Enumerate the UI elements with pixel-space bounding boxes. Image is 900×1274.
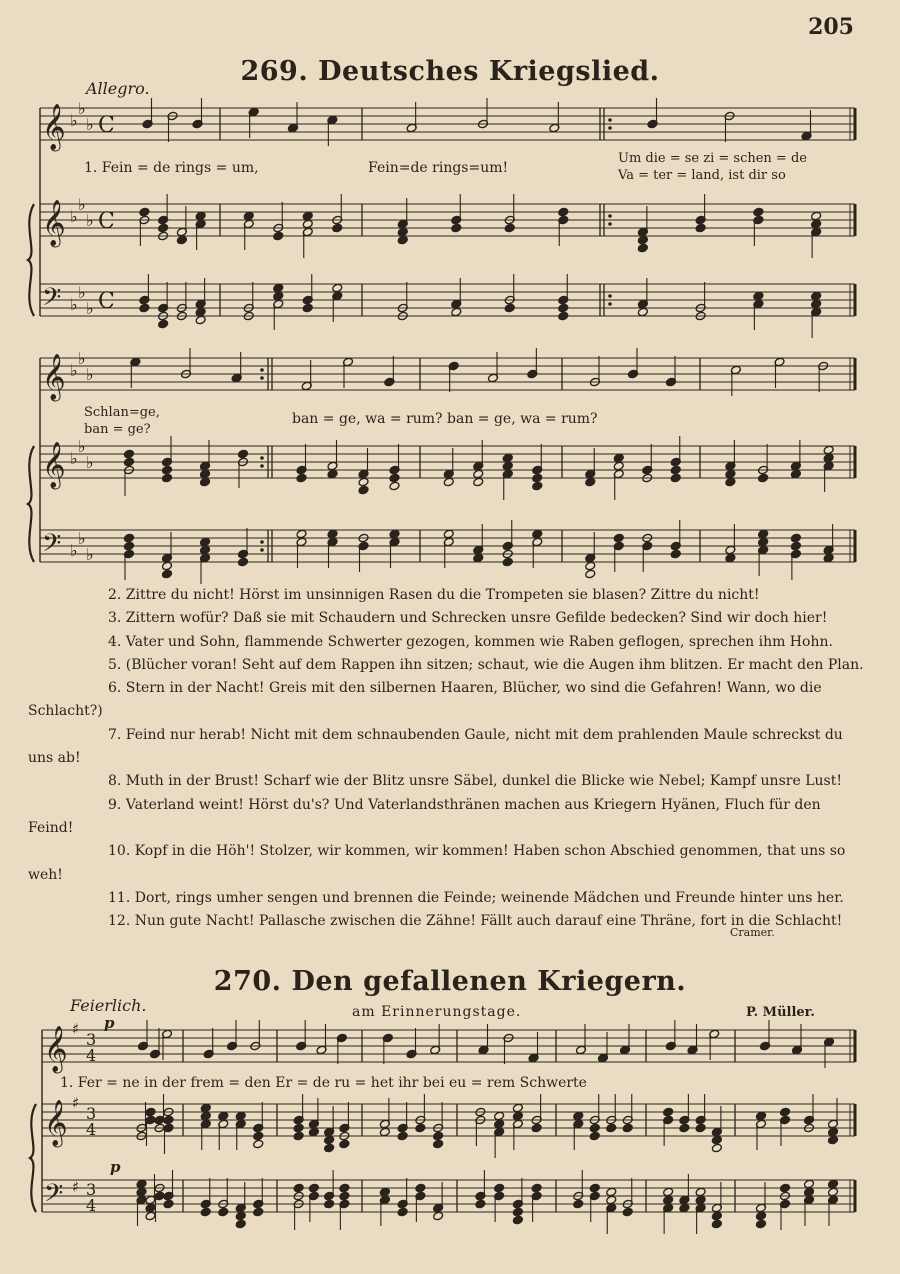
lyric-line-1-start: 1. Fein = de rings = um, <box>84 160 259 176</box>
flat-icon: ♭ <box>78 529 86 548</box>
note-head <box>324 1135 335 1145</box>
note-head <box>780 1183 791 1193</box>
flat-icon: ♭ <box>70 541 78 560</box>
note-head <box>124 533 135 543</box>
time-sig-num: 3 <box>86 1104 97 1123</box>
note-head <box>124 541 135 551</box>
verse-list <box>28 584 864 933</box>
note-head <box>504 303 515 313</box>
tempo-marking: Allegro. <box>86 79 150 98</box>
note-head <box>397 235 408 245</box>
note-head <box>695 1187 706 1197</box>
lyric-line-1-verse-b: Va = ter = land, ist dir so <box>618 168 786 183</box>
note-head <box>613 533 624 543</box>
bass-clef-icon: 𝄢 <box>42 283 62 318</box>
note-head <box>613 453 624 463</box>
note-head <box>339 1139 350 1149</box>
note-head <box>273 231 284 241</box>
note-head <box>389 473 400 483</box>
flat-icon: ♭ <box>70 361 78 380</box>
song-subtitle: am Erinnerungstage. <box>352 1004 522 1020</box>
note-head <box>235 1111 246 1121</box>
verse-11: 11. Dort, rings umher sengen und brennen die Feinde; weinende Mädchen und Freunde hinter uns her. <box>108 889 844 906</box>
note-head <box>124 457 135 467</box>
note-head <box>339 1191 350 1201</box>
note-head <box>162 473 173 483</box>
verse-7: 7. Feind nur herab! Nicht mit dem schnaubenden Gaule, nicht mit dem prahlenden Maule schreckst du uns ab! <box>28 726 843 767</box>
note-head <box>139 207 150 217</box>
note-head <box>308 1127 319 1137</box>
verse-12: 12. Nun gute Nacht! Pallasche zwischen die Zähne! Fällt auch darauf eine Thräne, fort in die Schlacht! <box>108 913 843 930</box>
piano-brace <box>28 446 34 562</box>
note-head <box>379 1187 390 1197</box>
note-head <box>235 1219 246 1229</box>
note-head <box>558 207 569 217</box>
note-head <box>504 223 515 233</box>
time-sig-den: 4 <box>86 1196 97 1215</box>
flat-icon: ♭ <box>86 545 94 564</box>
note-head <box>162 569 173 579</box>
note-head <box>725 469 736 479</box>
note-head <box>711 1135 722 1145</box>
note-head <box>200 469 211 479</box>
note-head <box>589 1123 600 1133</box>
verse-4: 4. Vater und Sohn, flammende Schwerter gezogen, kommen wie Raben geflogen, sprechen ihm Hohn. <box>108 633 833 650</box>
flat-icon: ♭ <box>86 453 94 472</box>
note-head <box>433 1211 444 1221</box>
repeat-dot <box>608 126 612 130</box>
note-head <box>158 223 169 233</box>
note-head <box>218 1111 229 1121</box>
sharp-icon: ♯ <box>72 1020 80 1038</box>
repeat-dot <box>608 302 612 306</box>
note-head <box>433 1131 444 1141</box>
note-head <box>756 1211 767 1221</box>
dynamic-marking-top: p <box>104 1014 115 1032</box>
verse-8: 8. Muth in der Brust! Scharf wie der Blitz unsre Säbel, dunkel die Blicke wie Nebel; Kampf unsre Lust! <box>108 773 842 790</box>
repeat-dot <box>608 294 612 298</box>
repeat-dot <box>260 548 264 552</box>
note-head <box>218 1207 229 1217</box>
note-head <box>585 561 596 571</box>
verse-6: 6. Stern in der Nacht! Greis mit den silbernen Haaren, Blücher, wo sind die Gefahren! Wann, wo die Schlacht?) <box>28 680 822 720</box>
song-title-269: 269. Deutsches Kriegslied. <box>240 56 660 87</box>
treble-clef-icon: 𝄞 <box>42 442 66 488</box>
note-head <box>695 1123 706 1133</box>
note-head <box>139 303 150 313</box>
repeat-dot <box>608 214 612 218</box>
flat-icon: ♭ <box>86 365 94 384</box>
note-head <box>358 485 369 495</box>
note-head <box>670 473 681 483</box>
note-head <box>828 1179 839 1189</box>
note-head <box>756 1219 767 1229</box>
note-head <box>200 545 211 555</box>
note-head <box>397 227 408 237</box>
note-head <box>637 235 648 245</box>
note-head <box>790 533 801 543</box>
note-head <box>253 1207 264 1217</box>
note-head <box>558 311 569 321</box>
note-head <box>473 553 484 563</box>
note-head <box>494 1111 505 1121</box>
note-head <box>415 1123 426 1133</box>
note-head <box>804 1187 815 1197</box>
lyric-line-2-rest: ban = ge, wa = rum? ban = ge, wa = rum? <box>292 411 598 427</box>
note-head <box>389 481 400 491</box>
flat-icon: ♭ <box>78 283 86 302</box>
note-head <box>473 469 484 479</box>
note-head <box>397 1207 408 1217</box>
note-head <box>253 1131 264 1141</box>
repeat-dot <box>260 368 264 372</box>
note-head <box>502 453 513 463</box>
song-title-270: 270. Den gefallenen Kriegern. <box>213 966 687 997</box>
note-head <box>200 1207 211 1217</box>
bass-clef-icon: 𝄢 <box>42 529 62 564</box>
flat-icon: ♭ <box>70 111 78 130</box>
verse-9: 9. Vaterland weint! Hörst du's? Und Vaterlandsthränen machen aus Kriegern Hyänen, Fluch für den Feind! <box>28 796 821 836</box>
flat-icon: ♭ <box>86 211 94 230</box>
common-time-icon: C <box>98 209 115 234</box>
note-head <box>606 1187 617 1197</box>
note-head <box>790 541 801 551</box>
note-head <box>589 1183 600 1193</box>
note-head <box>235 1211 246 1221</box>
note-head <box>637 243 648 253</box>
flat-icon: ♭ <box>78 437 86 456</box>
note-head <box>711 1143 722 1153</box>
note-head <box>296 529 307 539</box>
verse-3: 3. Zittern wofür? Daß sie mit Schaudern und Schrecken unsre Gefilde bedecken? Sind wir doch hier! <box>108 610 828 627</box>
note-head <box>828 1135 839 1145</box>
note-head <box>273 291 284 301</box>
treble-clef-icon: 𝄞 <box>42 354 66 400</box>
common-time-icon: C <box>98 113 115 138</box>
note-head <box>296 473 307 483</box>
note-head <box>293 1123 304 1133</box>
sharp-icon: ♯ <box>72 1178 80 1196</box>
note-head <box>532 529 543 539</box>
note-head <box>358 477 369 487</box>
note-head <box>531 1123 542 1133</box>
flat-icon: ♭ <box>70 295 78 314</box>
note-head <box>332 283 343 293</box>
time-sig-num: 3 <box>86 1180 97 1199</box>
note-head <box>679 1203 690 1213</box>
flat-icon: ♭ <box>78 99 86 118</box>
composer-credit: P. Müller. <box>746 1005 815 1020</box>
treble-clef-icon: 𝄞 <box>44 1100 68 1146</box>
note-head <box>433 1139 444 1149</box>
note-head <box>622 1207 633 1217</box>
note-head <box>443 477 454 487</box>
flat-icon: ♭ <box>86 299 94 318</box>
note-head <box>293 1183 304 1193</box>
note-head <box>494 1119 505 1129</box>
note-head <box>200 1103 211 1113</box>
note-head <box>324 1143 335 1153</box>
note-head <box>725 553 736 563</box>
note-head <box>176 235 187 245</box>
note-head <box>145 1211 156 1221</box>
verse-5: 5. (Blücher voran! Seht auf dem Rappen ihn sitzen; schaut, wie die Augen ihm blitzen. Er macht den Plan. <box>108 656 864 673</box>
note-head <box>711 1211 722 1221</box>
note-head <box>302 211 313 221</box>
note-head <box>663 1187 674 1197</box>
note-head <box>606 1195 617 1205</box>
note-head <box>811 219 822 229</box>
repeat-dot <box>608 118 612 122</box>
verse-2: 2. Zittre du nicht! Hörst im unsinnigen Rasen du die Trompeten sie blasen? Zittre du nicht! <box>108 587 760 603</box>
treble-clef-icon: 𝄞 <box>42 200 66 246</box>
time-sig-num: 3 <box>86 1030 97 1049</box>
repeat-dot <box>260 464 264 468</box>
note-head <box>163 1115 174 1125</box>
note-head <box>670 465 681 475</box>
note-head <box>695 223 706 233</box>
note-head <box>695 1195 706 1205</box>
flat-icon: ♭ <box>70 207 78 226</box>
repeat-dot <box>260 540 264 544</box>
note-head <box>195 315 206 325</box>
note-head <box>512 1215 523 1225</box>
note-head <box>823 445 834 455</box>
note-head <box>804 1179 815 1189</box>
note-head <box>415 1183 426 1193</box>
verse-10: 10. Kopf in die Höh'! Stolzer, wir kommen, wir kommen! Haben schon Abschied genommen, that uns so weh! <box>28 843 846 883</box>
note-head <box>758 473 769 483</box>
note-head <box>238 557 249 567</box>
note-head <box>637 307 648 317</box>
piano-brace <box>28 204 34 316</box>
note-head <box>756 1111 767 1121</box>
note-head <box>308 1183 319 1193</box>
note-head <box>753 291 764 301</box>
note-head <box>253 1139 264 1149</box>
note-head <box>585 477 596 487</box>
note-head <box>397 1131 408 1141</box>
lyric-line-2-b: ban = ge? <box>84 422 151 437</box>
note-head <box>195 307 206 317</box>
note-head <box>670 549 681 559</box>
note-head <box>200 1111 211 1121</box>
note-head <box>823 453 834 463</box>
sharp-icon: ♯ <box>72 1094 80 1112</box>
note-head <box>136 1179 147 1189</box>
common-time-icon: C <box>98 289 115 314</box>
note-head <box>475 1199 486 1209</box>
note-head <box>494 1183 505 1193</box>
note-head <box>790 469 801 479</box>
note-head <box>379 1127 390 1137</box>
note-head <box>711 1219 722 1229</box>
note-head <box>753 207 764 217</box>
note-head <box>512 1103 523 1113</box>
piano-brace <box>30 1104 36 1212</box>
note-head <box>324 1199 335 1209</box>
note-head <box>573 1199 584 1209</box>
note-head <box>124 449 135 459</box>
note-head <box>589 1131 600 1141</box>
note-head <box>200 477 211 487</box>
note-head <box>293 1131 304 1141</box>
note-head <box>613 461 624 471</box>
note-head <box>758 529 769 539</box>
note-head <box>725 477 736 487</box>
note-head <box>327 469 338 479</box>
lyric-line-1-verse-a: Um die = se zi = schen = de <box>618 151 807 166</box>
note-head <box>758 537 769 547</box>
note-head <box>273 283 284 293</box>
dynamic-marking-bass: p <box>110 1158 121 1176</box>
tempo-marking-270: Feierlich. <box>70 996 147 1015</box>
note-head <box>339 1183 350 1193</box>
note-head <box>200 537 211 547</box>
repeat-dot <box>260 376 264 380</box>
note-head <box>158 319 169 329</box>
note-head <box>451 223 462 233</box>
page-number: 205 <box>808 14 854 40</box>
repeat-dot <box>608 222 612 226</box>
note-head <box>811 211 822 221</box>
note-head <box>573 1111 584 1121</box>
author-credit: Cramer. <box>730 926 775 939</box>
note-head <box>243 211 254 221</box>
flat-icon: ♭ <box>70 449 78 468</box>
treble-clef-icon: 𝄞 <box>42 104 66 150</box>
flat-icon: ♭ <box>78 349 86 368</box>
note-head <box>663 1107 674 1117</box>
note-head <box>302 219 313 229</box>
note-head <box>828 1187 839 1197</box>
note-head <box>389 529 400 539</box>
lyric-line-1-mid: Fein=de rings=um! <box>368 160 509 176</box>
note-head <box>145 1203 156 1213</box>
note-head <box>585 569 596 579</box>
note-head <box>238 449 249 459</box>
note-head <box>532 473 543 483</box>
note-head <box>531 1183 542 1193</box>
time-sig-den: 4 <box>86 1120 97 1139</box>
time-sig-den: 4 <box>86 1046 97 1065</box>
note-head <box>502 557 513 567</box>
note-head <box>828 1127 839 1137</box>
note-head <box>195 211 206 221</box>
note-head <box>679 1123 690 1133</box>
note-head <box>780 1107 791 1117</box>
lyric-270: 1. Fer = ne in der frem = den Er = de ru = het ihr bei eu = rem Schwerte <box>60 1075 587 1091</box>
note-head <box>302 303 313 313</box>
note-head <box>327 529 338 539</box>
repeat-dot <box>260 456 264 460</box>
note-head <box>145 1107 156 1117</box>
flat-icon: ♭ <box>78 195 86 214</box>
note-head <box>332 223 343 233</box>
note-head <box>622 1123 633 1133</box>
note-head <box>811 299 822 309</box>
note-head <box>558 303 569 313</box>
note-head <box>443 529 454 539</box>
note-head <box>512 1207 523 1217</box>
note-head <box>512 1111 523 1121</box>
note-head <box>162 465 173 475</box>
treble-clef-icon: 𝄞 <box>44 1026 68 1072</box>
note-head <box>502 461 513 471</box>
bass-clef-icon: 𝄢 <box>44 1179 64 1214</box>
note-head <box>136 1187 147 1197</box>
note-head <box>163 1199 174 1209</box>
note-head <box>451 307 462 317</box>
note-head <box>663 1195 674 1205</box>
note-head <box>532 481 543 491</box>
flat-icon: ♭ <box>86 115 94 134</box>
note-head <box>162 561 173 571</box>
note-head <box>823 553 834 563</box>
note-head <box>473 477 484 487</box>
note-head <box>606 1123 617 1133</box>
lyric-line-2-a: Schlan=ge, <box>84 405 160 420</box>
note-head <box>811 291 822 301</box>
